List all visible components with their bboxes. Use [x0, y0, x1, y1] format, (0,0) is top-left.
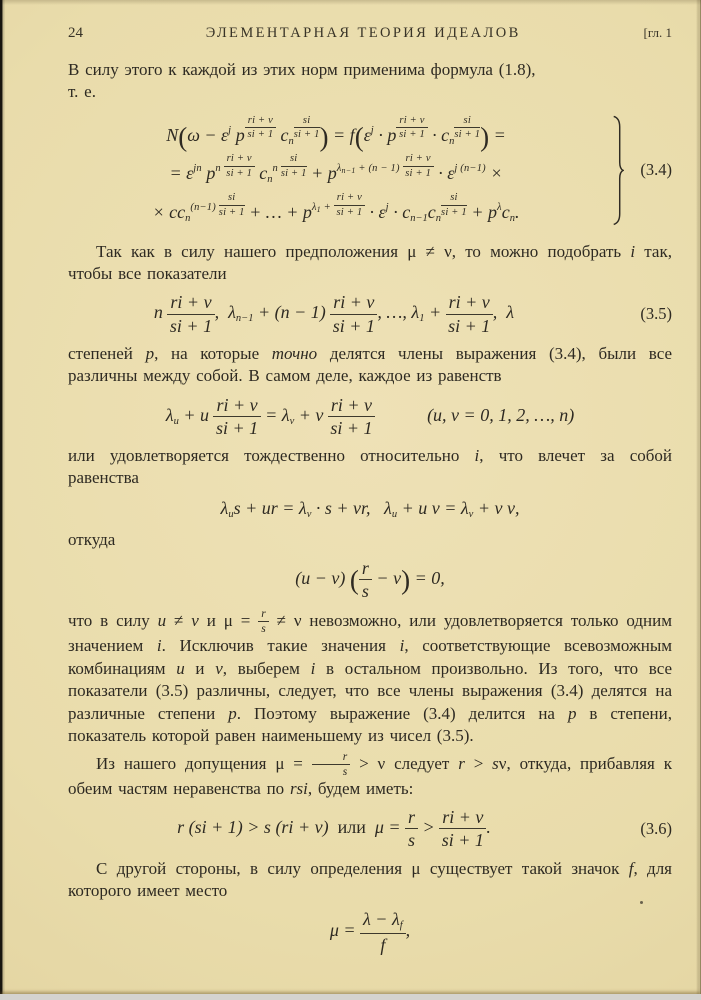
paragraph-stepeney: степеней p, на которые точно делятся члены выражения (3.4), были все различны между собой. В самом деле, каждое из равенств — [68, 343, 672, 386]
page-header — [68, 24, 672, 44]
formula-zero: (u − v) ( $\frac{r}{s}$ − ν) = 0, — [295, 558, 445, 602]
scan-edge-bottom — [0, 994, 701, 1000]
formula-lambda-pair: $\lambda_us$ + ur = $\lambda_v \cdot s$ + vr, $\lambda_u + u$ $\nu = \lambda_v + v$ ν, — [220, 497, 520, 520]
paragraph-s-drugoy: С другой стороны, в силу определения μ существует такой значок f, для которого имеет место — [68, 858, 673, 900]
running-title: ЭЛЕМЕНТАРНАЯ ТЕОРИЯ ИДЕАЛОВ — [205, 25, 521, 41]
chapter-reference: [гл. 1 — [643, 25, 672, 40]
paragraph-tak-kak: Так как в силу нашего предположения μ ≠ ν, то можно подобрать i так, чтобы все показатели — [68, 241, 672, 283]
paragraph-ili: или удовлетворяется тождественно относительно i, что влечет за собой равенства — [68, 445, 672, 488]
formula-3-4 — [68, 108, 672, 233]
formula-3-4-line-1: $N(\omega - \varepsilon^j$ p $^{\frac{ri + \nu}{si + 1}}$ $c_n$ $^{\frac{si}{si + 1}}$ ) = $f(\varepsilon^j \cdot p$ $^{\frac{ri + \nu}{si + 1}}$ · $c_n$ $^{\frac{si}{si + 1}}$ ) = — [166, 114, 506, 152]
paragraph-intro: В силу этого к каждой из этих норм применима формула (1.8), т. е. — [68, 59, 536, 102]
scan-edge-right — [696, 0, 701, 1000]
ink-speck — [640, 901, 643, 904]
formula-lambda-uv-condition: (u, v = 0, 1, 2, …, n) — [427, 405, 575, 426]
formula-lambda-uv-expression: $\lambda_u + u$ $\frac{ri + \nu}{si + 1}$ = $\lambda_v + v$ $\frac{ri + \nu}{si + 1}$ — [166, 395, 375, 438]
right-brace-icon — [612, 114, 624, 227]
formula-3-4-line-2: = $\varepsilon^{jn}$ $p^{n \frac{ri + \nu}{si + 1}}$ $c_n^{n \frac{si}{si + 1}}$ + $p^{\lambda_{n-1} + (n - 1) \frac{ri + \nu}{si + 1}}$ · $\varepsilon^{j (n-1)}$ × — [169, 153, 503, 186]
formula-3-5-expression: n $\frac{ri + \nu}{si + 1}$ , $\lambda_{n-1} + (n - 1)$ $\frac{ri + \nu}{si + 1}$ , …, $\lambda_1$ + $\frac{ri + \nu}{si + 1}$ , λ — [153, 292, 515, 336]
paragraph-chto: что в силу u ≠ v и μ = $\frac{r}{s}$ ≠ ν невозможно, или удовлетворяется только одним значением i. Исключив такие значения i, соответствующие всевозможным комбинациям u и v, выберем i в остальном произвольно. Из того, что все показатели (3.5) различны, следует, что все члены выражения (3.4) делятся на различные степени p. Поэтому выражение (3.4) делится на p в степени, показатель которой равен наименьшему из чисел (3.5). — [68, 608, 672, 746]
formula-mu: μ = $\frac{\lambda - \lambda_f}{f}$ , — [329, 909, 411, 956]
scan-edge-left — [0, 0, 5, 1000]
formula-3-4-line-3: × $cc_n^{(n-1) \frac{si}{si + 1}}$ + … + $p^{\lambda_1 + \frac{ri + \nu}{si + 1}}$ · $\varepsilon^j \cdot c_{n-1}c_n$ $^{\frac{si}{si + 1}}$ + $p^\lambda c_n$. — [152, 191, 520, 224]
page-number: 24 — [68, 25, 83, 41]
page-content — [68, 24, 672, 962]
formula-lambda-uv — [68, 395, 672, 438]
formula-label-3-4: (3.4) — [640, 160, 672, 180]
formula-label-3-6: (3.6) — [640, 819, 672, 839]
paragraph-iz-nashego: Из нашего допущения μ = $\frac{r}{s}$ > ν следует r > sν, откуда, прибавляя к обеим частям неравенства по rsi, будем иметь: — [68, 750, 673, 798]
formula-label-3-5: (3.5) — [640, 304, 672, 324]
formula-3-6-expression: r (si + 1) > s (ri + ν) или μ = $\frac{r}{s}$ > $\frac{ri + \nu}{si + 1}$ . — [177, 807, 491, 851]
scan-edge-top — [0, 0, 701, 5]
paragraph-otkuda: откуда — [68, 529, 116, 549]
formula-3-6 — [68, 807, 672, 850]
formula-3-5 — [68, 292, 672, 335]
